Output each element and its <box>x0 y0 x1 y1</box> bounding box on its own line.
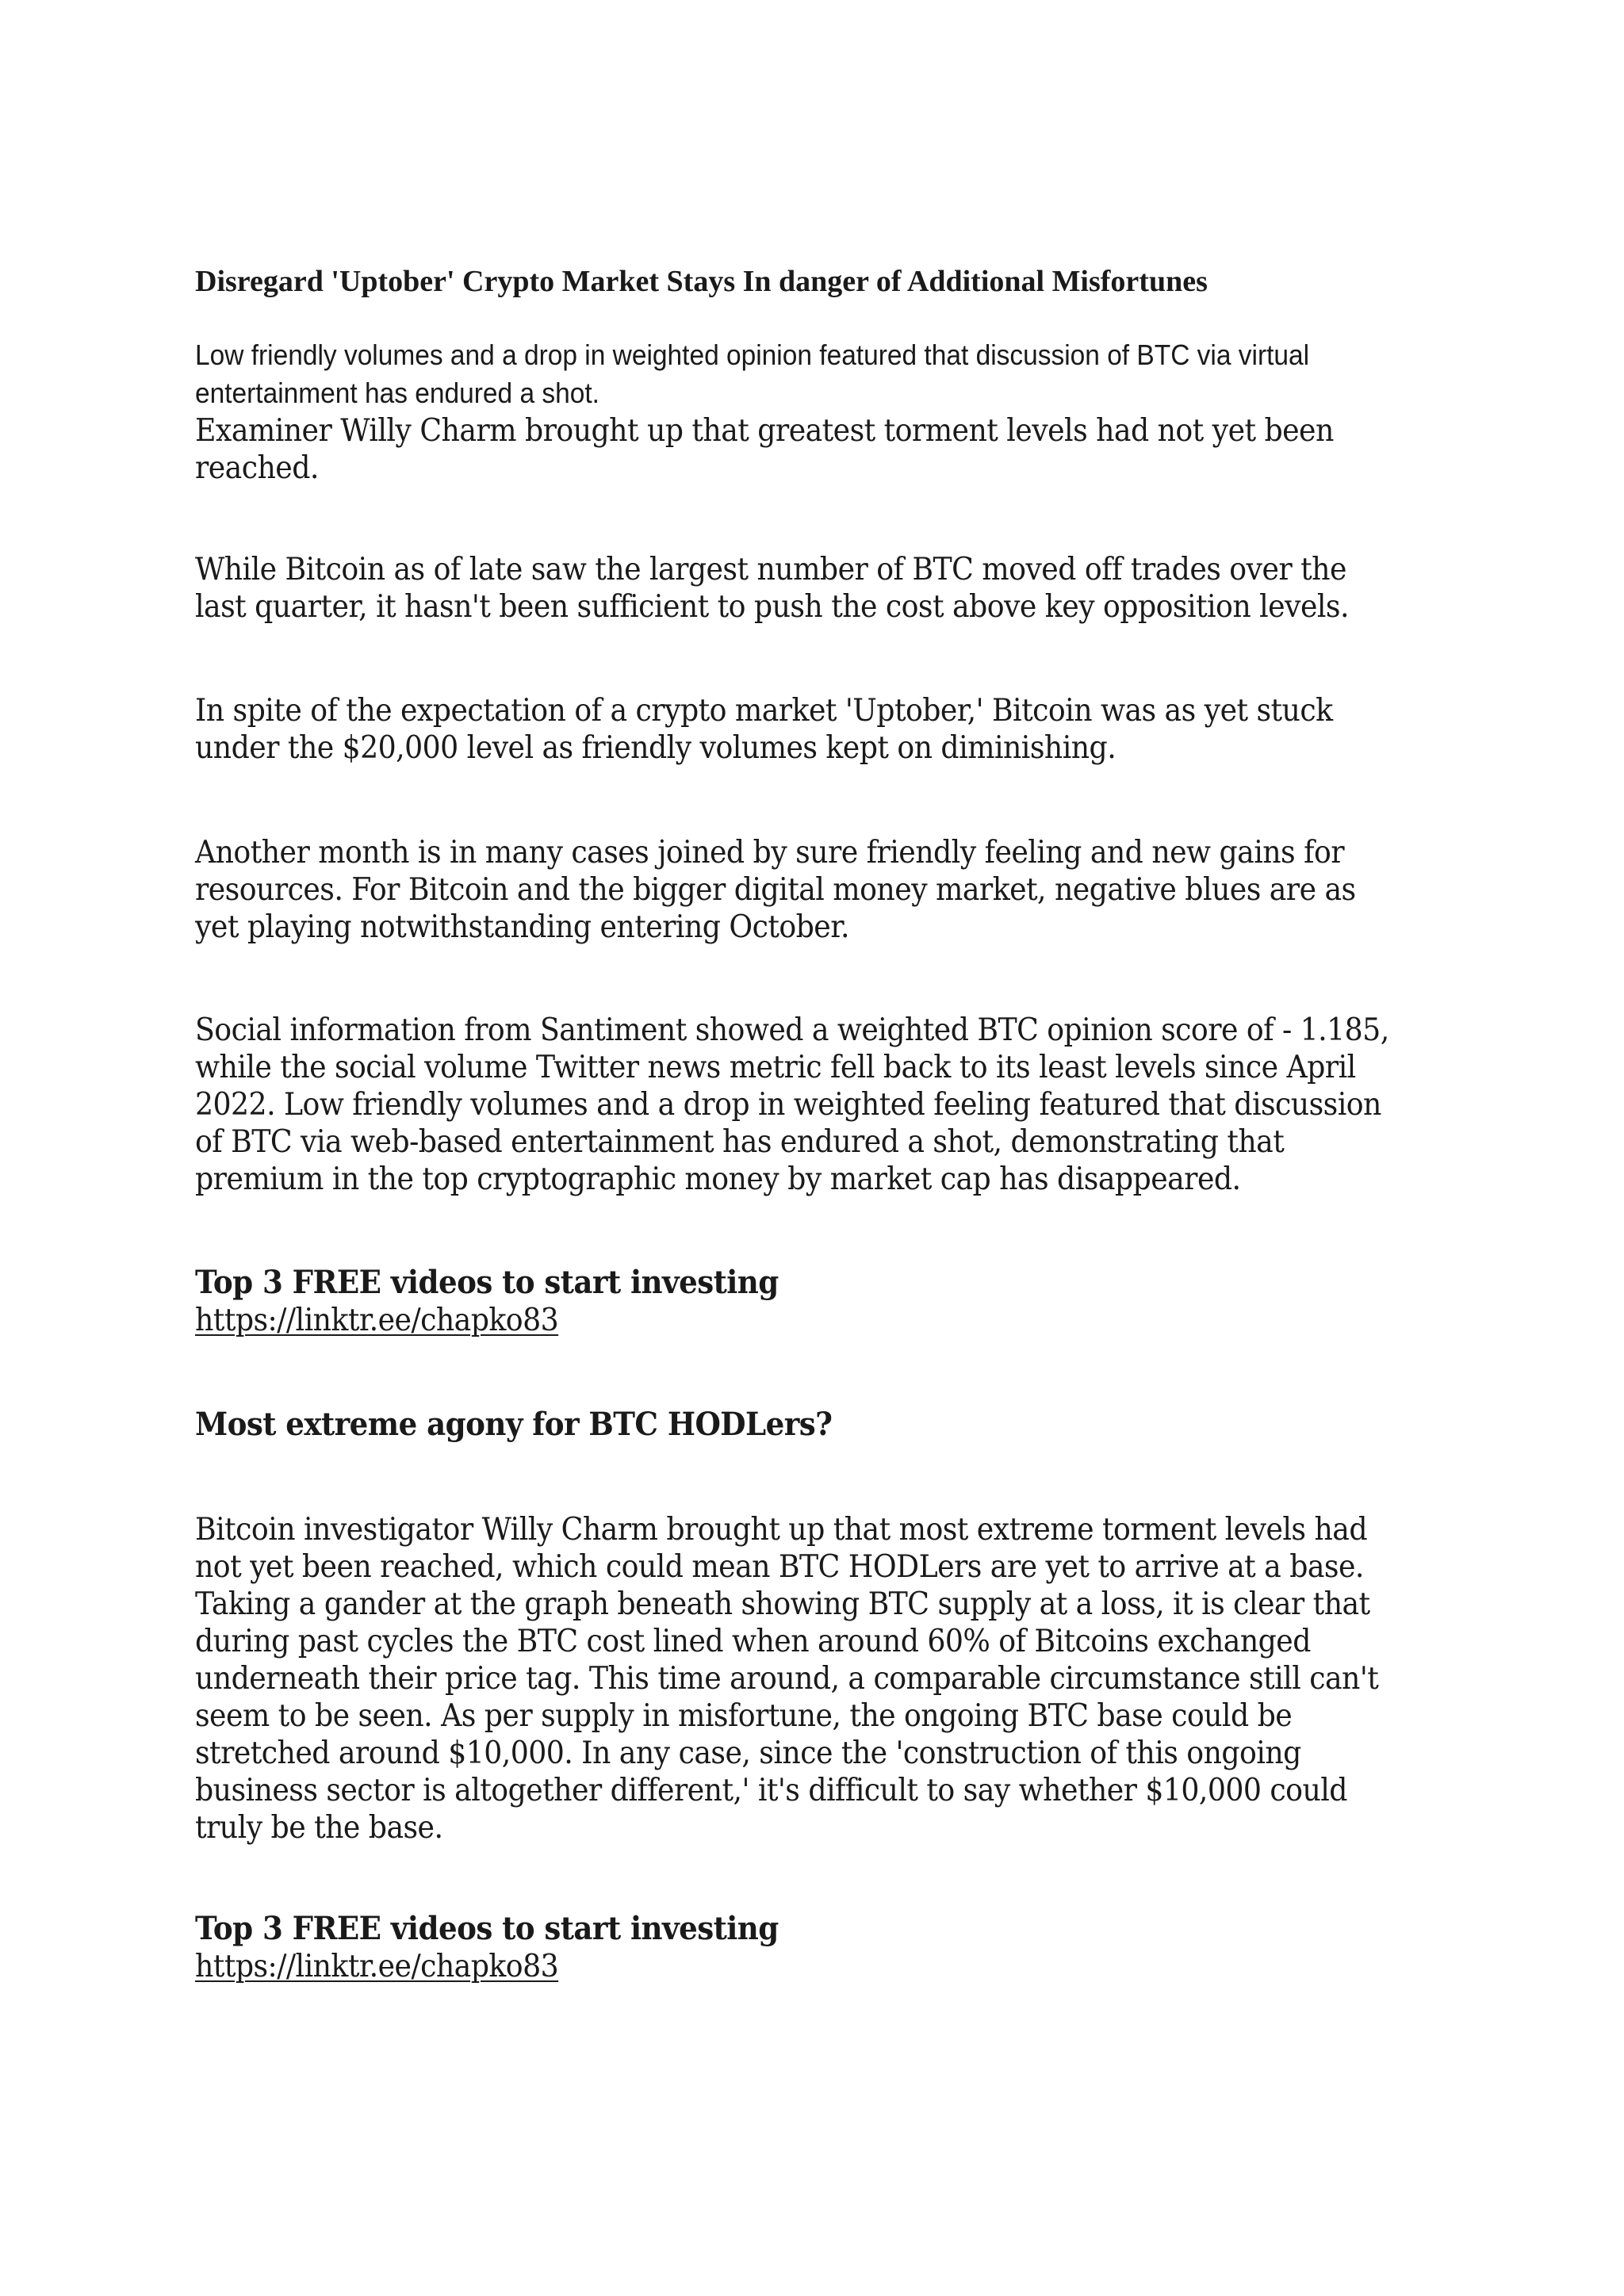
section-heading: Most extreme agony for BTC HODLers? <box>195 1406 833 1443</box>
lead-paragraph: Low friendly volumes and a drop in weighted opinion featured that discussion of BTC via virtual entertainment has endured a shot. <box>195 339 1310 409</box>
promo-link-2[interactable]: https://linktr.ee/chapko83 <box>195 1949 559 1984</box>
paragraph-hodlers: Bitcoin investigator Willy Charm brought up that most extreme torment levels had not yet been reached, which could mean BTC HODLers are yet to arrive at a base. Taking a gander at the graph beneath showing BTC supply at a loss, it is clear that during past cycles the BTC cost lined when around 60% of Bitcoins exchanged underneath their price tag. This time around, a comparable circumstance still can't seem to be seen. As per supply in misfortune, the ongoing BTC base could be stretched around $10,000. In any case, since the 'construction of this ongoing business sector is altogether different,' it's difficult to say whether $10,000 could truly be the base. <box>195 1512 1379 1846</box>
paragraph-uptober: In spite of the expectation of a crypto market 'Uptober,' Bitcoin was as yet stuck under the $20,000 level as friendly volumes kept on diminishing. <box>195 693 1333 766</box>
paragraph-exchanges: While Bitcoin as of late saw the largest number of BTC moved off trades over the last quarter, it hasn't been sufficient to push the cost above key opposition levels. <box>195 552 1349 625</box>
paragraph-examiner: Examiner Willy Charm brought up that greatest torment levels had not yet been reached. <box>195 413 1334 486</box>
promo-heading-2: Top 3 FREE videos to start investing <box>195 1910 779 1947</box>
paragraph-santiment: Social information from Santiment showed a weighted BTC opinion score of - 1.185, while the social volume Twitter news metric fell back to its least levels since April 2022. Low friendly volumes and a drop in weighted feeling featured that discussion of BTC via web-based entertainment has endured a shot, demonstrating that premium in the top cryptographic money by market cap has disappeared. <box>195 1012 1389 1197</box>
promo-heading-1: Top 3 FREE videos to start investing <box>195 1264 779 1301</box>
paragraph-october: Another month is in many cases joined by sure friendly feeling and new gains for resources. For Bitcoin and the bigger digital money market, negative blues are as yet playing notwithstanding entering October. <box>195 835 1356 945</box>
article-title: Disregard 'Uptober' Crypto Market Stays In danger of Additional Misfortunes <box>195 265 1208 298</box>
promo-link-1[interactable]: https://linktr.ee/chapko83 <box>195 1303 559 1338</box>
